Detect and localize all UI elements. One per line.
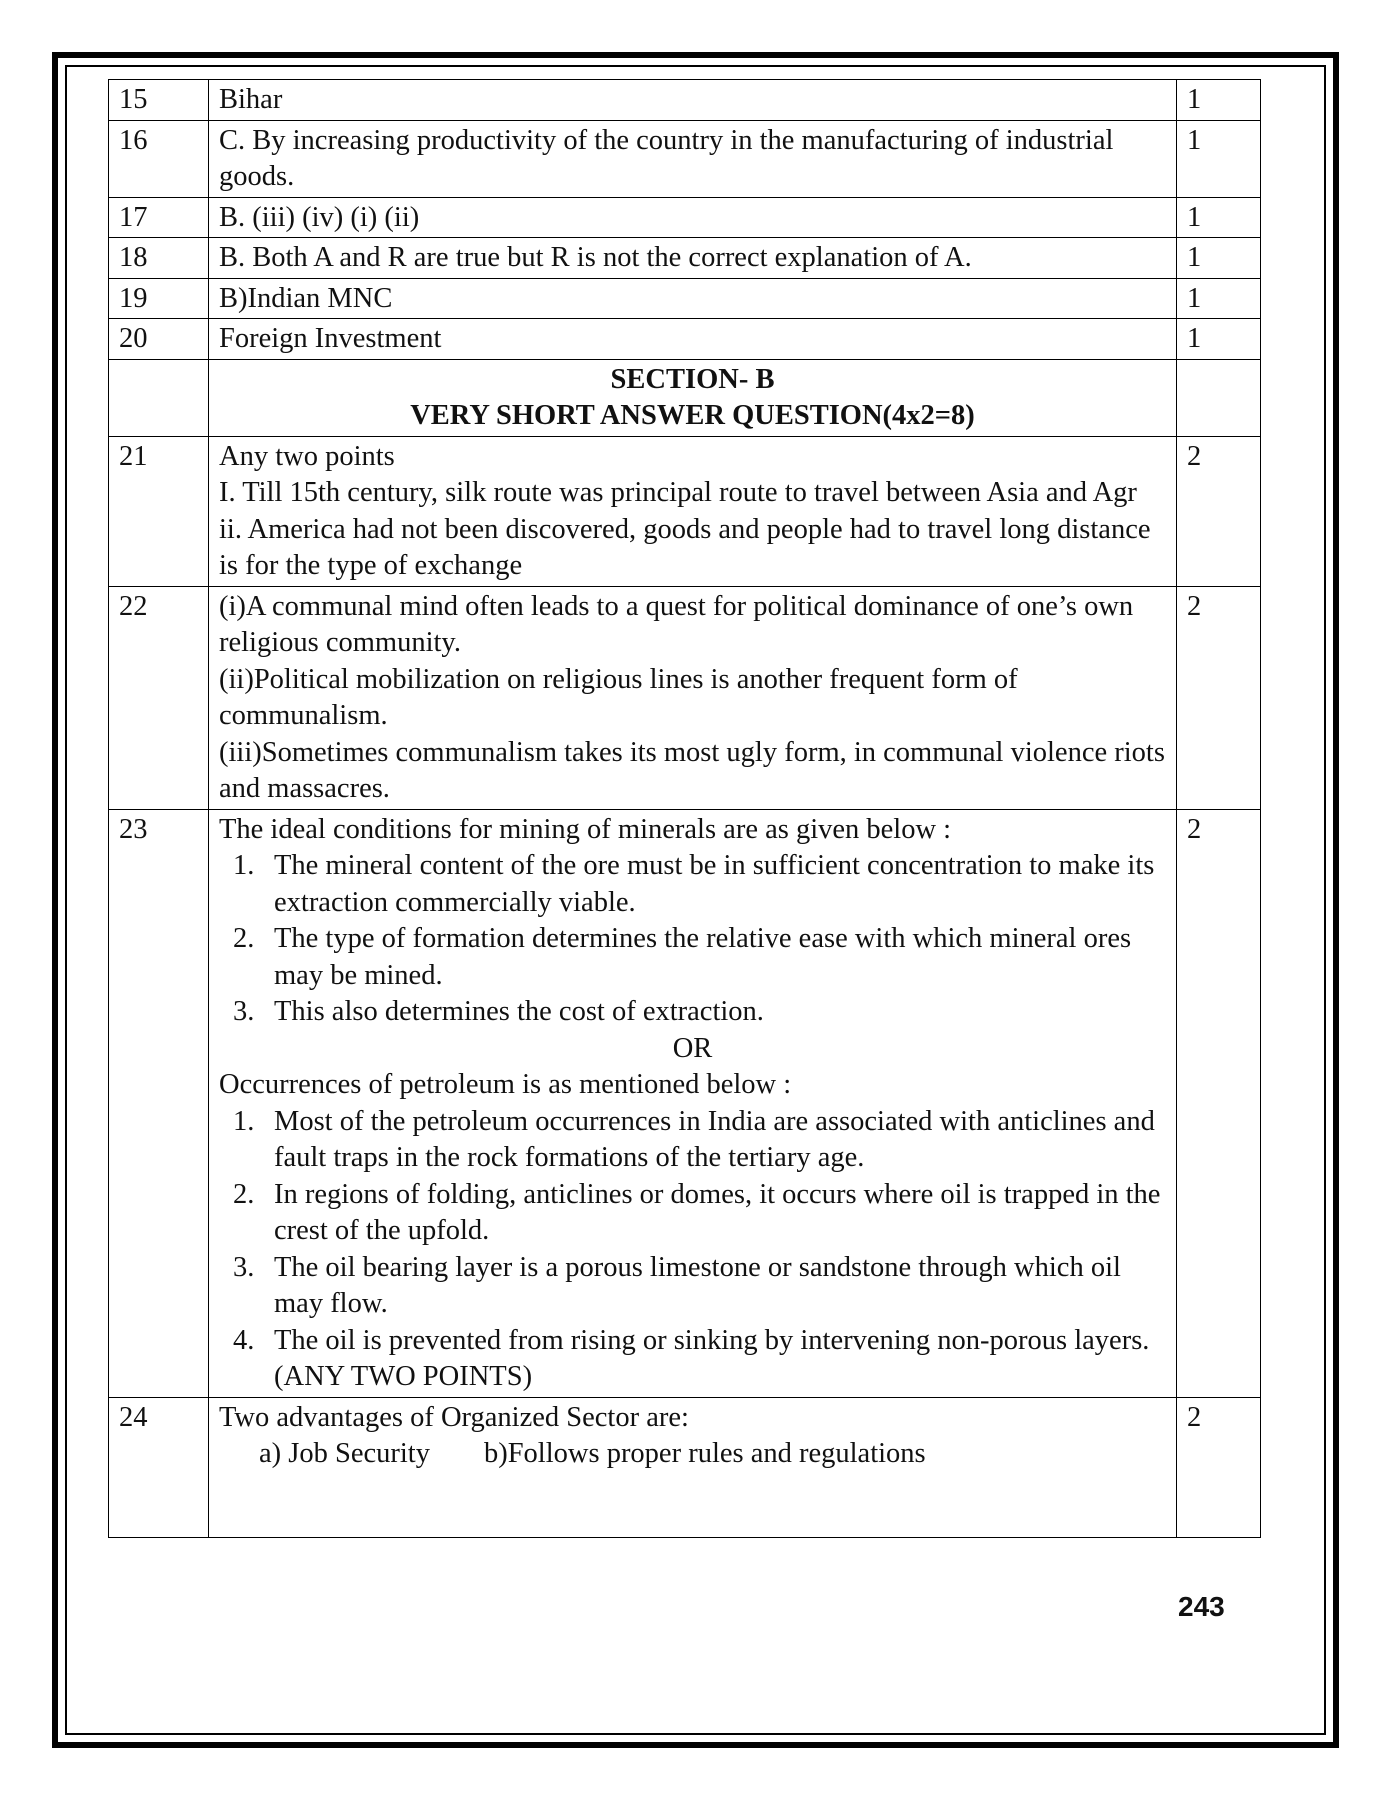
table-row [109, 436, 1261, 586]
answer-text: C. By increasing productivity of the country in the manufacturing of industrial goods. [209, 120, 1177, 197]
empty-cell [1177, 359, 1261, 436]
marks: 2 [1177, 436, 1261, 586]
answer-intro: The ideal conditions for mining of minerals are as given below : [219, 813, 952, 845]
section-subtitle: VERY SHORT ANSWER QUESTION(4x2=8) [410, 400, 975, 431]
answer-text [209, 809, 1177, 1397]
question-number: 15 [109, 80, 209, 121]
table-row [109, 238, 1261, 279]
empty-cell [109, 359, 209, 436]
answer-text: Foreign Investment [209, 319, 1177, 360]
marks: 1 [1177, 120, 1261, 197]
answer-table [108, 79, 1261, 1538]
question-number: 16 [109, 120, 209, 197]
answer-text [209, 436, 1177, 586]
section-heading [209, 359, 1177, 436]
table-row [109, 120, 1261, 197]
section-title: SECTION- B [610, 363, 775, 395]
option-b: b)Follows proper rules and regulations [483, 1438, 926, 1469]
answer-text: B. Both A and R are true but R is not the correct explanation of A. [209, 238, 1177, 279]
list-item: 3. This also determines the cost of extraction. [233, 996, 764, 1027]
answer-intro: Occurrences of petroleum is as mentioned below : [219, 1069, 792, 1100]
section-header-row [109, 359, 1261, 436]
answer-text: B. (iii) (iv) (i) (ii) [209, 197, 1177, 238]
answer-line: (iii)Sometimes communalism takes its most ugly form, in communal violence riots and massacres. [219, 736, 1165, 804]
numbered-list [219, 1104, 1166, 1360]
list-item: 2. In regions of folding, anticlines or domes, it occurs where oil is trapped in the crest of the upfold. [233, 1178, 1161, 1246]
answer-text [209, 1397, 1177, 1537]
answer-text: Bihar [209, 80, 1177, 121]
question-number: 24 [109, 1397, 209, 1537]
page-number: 243 [1178, 1591, 1225, 1622]
marks: 1 [1177, 197, 1261, 238]
list-item: 3. The oil bearing layer is a porous limestone or sandstone through which oil may flow. [233, 1251, 1121, 1319]
answer-note: (ANY TWO POINTS) [274, 1361, 533, 1392]
answer-line: (i)A communal mind often leads to a quest for political dominance of one’s own religious community. [219, 590, 1134, 658]
marks: 1 [1177, 80, 1261, 121]
answer-line: Any two points [219, 440, 395, 472]
question-number: 18 [109, 238, 209, 279]
table-row [109, 586, 1261, 809]
answer-line: (ii)Political mobilization on religious lines is another frequent form of communalism. [219, 663, 1018, 731]
marks: 1 [1177, 238, 1261, 279]
list-item: 1. Most of the petroleum occurrences in India are associated with anticlines and fault traps in the rock formations of the tertiary age. [233, 1105, 1155, 1173]
table-row [109, 319, 1261, 360]
table-row [109, 197, 1261, 238]
answer-options [219, 1436, 1166, 1473]
table-row [109, 1397, 1261, 1537]
answer-intro: Two advantages of Organized Sector are: [219, 1401, 689, 1433]
marks: 1 [1177, 278, 1261, 319]
answer-line: I. Till 15th century, silk route was principal route to travel between Asia and Agr [219, 477, 1137, 508]
question-number: 17 [109, 197, 209, 238]
question-number: 21 [109, 436, 209, 586]
list-item: 2. The type of formation determines the relative ease with which mineral ores may be mined. [233, 923, 1132, 991]
question-number: 20 [109, 319, 209, 360]
question-number: 23 [109, 809, 209, 1397]
marks: 1 [1177, 319, 1261, 360]
marks: 2 [1177, 1397, 1261, 1537]
answer-text [209, 586, 1177, 809]
or-separator: OR [672, 1032, 713, 1064]
answer-text: B)Indian MNC [209, 278, 1177, 319]
table-row [109, 80, 1261, 121]
marks: 2 [1177, 809, 1261, 1397]
list-item: 4. The oil is prevented from rising or sinking by intervening non-porous layers. [233, 1324, 1150, 1356]
list-item: 1. The mineral content of the ore must be in sufficient concentration to make its extraction commercially viable. [233, 850, 1155, 918]
table-row [109, 278, 1261, 319]
marks: 2 [1177, 586, 1261, 809]
table-row [109, 809, 1261, 1397]
question-number: 22 [109, 586, 209, 809]
question-number: 19 [109, 278, 209, 319]
option-a: a) Job Security [259, 1438, 430, 1469]
answer-line: ii. America had not been discovered, goods and people had to travel long distance is for the type of exchange [219, 513, 1151, 581]
numbered-list [219, 848, 1166, 1031]
